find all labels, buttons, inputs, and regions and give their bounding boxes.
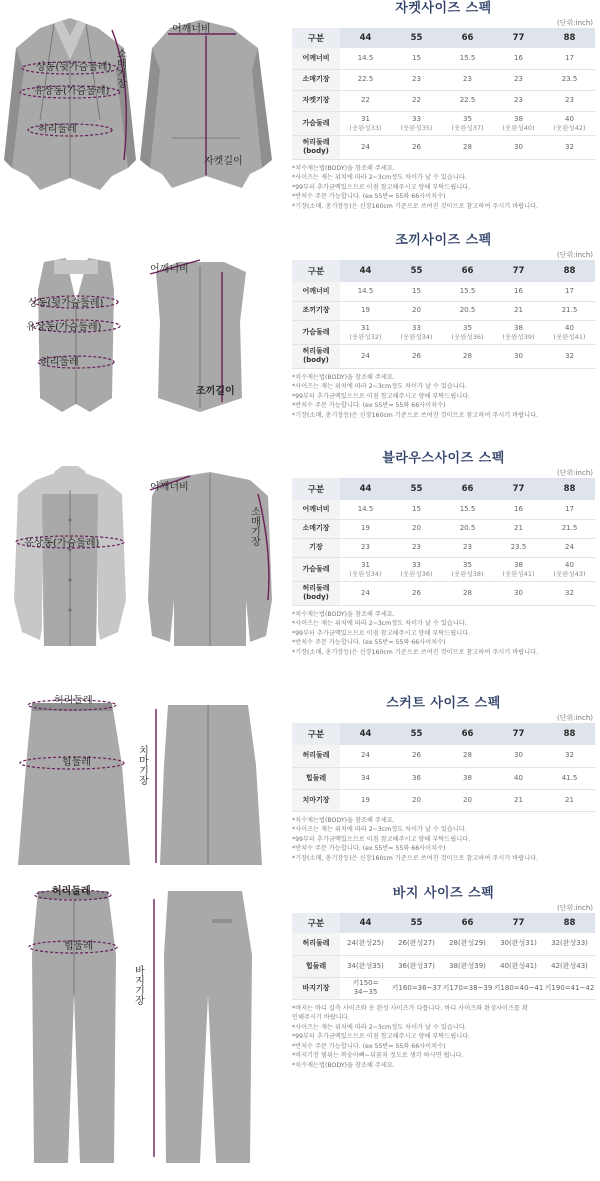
table-header-size: 55: [391, 723, 442, 745]
label-shoulder: 어깨너비: [172, 24, 211, 35]
note-line: *기장(소매, 총기장등)은 신장160cm 기준으로 쓰여진 것이므로 참고하여 주시기 바랍니다.: [292, 854, 539, 862]
vest-spec-title: 조끼사이즈 스펙: [395, 233, 492, 248]
note-line: *사이즈는 재는 위치에 따라 2~3cm정도 차이가 날 수 있습니다.: [292, 826, 467, 834]
size-cell: 23: [544, 90, 595, 111]
size-cell: 21.5: [544, 301, 595, 320]
table-header-size: 77: [493, 28, 544, 48]
table-header-size: 66: [442, 260, 493, 282]
note-line: *치수재는법(BODY)을 참조해 주세요.: [292, 816, 395, 824]
table-header-size: 44: [340, 260, 391, 282]
size-cell: 22: [340, 90, 391, 111]
table-header-size: 77: [493, 478, 544, 500]
size-cell: 34: [340, 767, 391, 789]
table-row: [292, 48, 595, 69]
label-pants-waist: 허리둘레: [52, 886, 91, 897]
table-row: [292, 500, 595, 519]
size-cell: 40 (웃완성43): [544, 557, 595, 581]
table-header-label: 구분: [292, 913, 340, 933]
size-cell: 42(완성43): [544, 955, 595, 977]
label-blouse-chest: 유상동(가슴둘레): [24, 538, 100, 549]
note-line: 인해주시기 바랍니다.: [292, 1014, 350, 1022]
size-cell: 28(완성29): [442, 933, 493, 955]
skirt-unit: (단위:inch): [556, 714, 593, 722]
size-cell: 19: [340, 519, 391, 538]
blouse-spec-title: 블라우스사이즈 스펙: [382, 451, 505, 466]
size-cell: 35 (웃완성37): [442, 111, 493, 135]
table-row: [292, 933, 595, 955]
size-cell: 36(완성37): [391, 955, 442, 977]
label-sleeve: 소매기장: [114, 48, 126, 88]
jacket-size-table: [292, 28, 595, 160]
label-vest-back-chest: 상동(뒷가슴둘레): [28, 298, 104, 309]
size-cell: 23: [340, 538, 391, 557]
jacket-spec-title: 자켓사이즈 스펙: [395, 1, 492, 16]
label-skirt-hip: 힙둘레: [62, 757, 91, 768]
row-label: 허리둘레 (body): [292, 581, 340, 605]
pants-notes: [292, 1004, 595, 1071]
size-cell: 22.5: [340, 69, 391, 90]
size-cell: 35 (웃완성36): [442, 320, 493, 344]
size-cell: 24: [544, 538, 595, 557]
vest-size-table: [292, 260, 595, 369]
table-header-size: 66: [442, 28, 493, 48]
size-cell: 키170=38~39: [442, 977, 493, 999]
table-header-size: 44: [340, 478, 391, 500]
blouse-unit: (단위:inch): [556, 469, 593, 477]
note-line: *반치수 주문 가능합니다. (ex 55반= 55와 66사이치수): [292, 402, 446, 410]
table-header-size: 44: [340, 723, 391, 745]
size-cell: 15: [391, 48, 442, 69]
row-label: 가슴둘레: [292, 557, 340, 581]
note-line: *사이즈는 재는 위치에 따라 2~3cm정도 차이가 날 수 있습니다.: [292, 620, 467, 628]
size-cell: 28: [442, 581, 493, 605]
jacket-spec: [292, 0, 595, 211]
blouse-section: [0, 450, 600, 675]
size-cell: 32: [544, 344, 595, 368]
skirt-spec: [292, 695, 595, 863]
skirt-section: [0, 695, 600, 875]
size-cell: 35 (웃완성38): [442, 557, 493, 581]
label-vest-waist: 허리둘레: [40, 357, 79, 368]
note-line: *사이즈는 재는 위치에 따라 2~3cm정도 차이가 날 수 있습니다.: [292, 174, 467, 182]
size-cell: 키150= 34~35: [340, 977, 391, 999]
table-header-size: 55: [391, 913, 442, 933]
table-row: [292, 745, 595, 767]
row-label: 기장: [292, 538, 340, 557]
note-line: *기장(소매, 총기장등)은 신장160cm 기준으로 쓰여진 것이므로 참고하여 주시기 바랍니다.: [292, 411, 539, 419]
row-label: 힙둘레: [292, 955, 340, 977]
table-row: [292, 789, 595, 811]
note-line: *99부터 추가금액있으므로 이점 참고해주시고 양해 부탁드립니다.: [292, 629, 471, 637]
skirt-notes: [292, 816, 595, 864]
size-cell: 30: [493, 581, 544, 605]
note-line: *기장(소매, 총기장등)은 신장160cm 기준으로 쓰여진 것이므로 참고하여 주시기 바랍니다.: [292, 202, 539, 210]
size-cell: 21: [493, 301, 544, 320]
size-cell: 20.5: [442, 519, 493, 538]
note-line: *사이즈는 재는 위치에 따라 2~3cm정도 차이가 날 수 있습니다.: [292, 383, 467, 391]
table-header-label: 구분: [292, 28, 340, 48]
note-line: *바지는 바디 실측 사이즈와 옷 완성 사이즈가 다릅니다. 바디 사이즈와 완성사이즈를 확: [292, 1004, 528, 1012]
table-header-size: 77: [493, 723, 544, 745]
size-cell: 17: [544, 282, 595, 301]
pants-spec-title: 바지 사이즈 스펙: [392, 886, 495, 901]
size-cell: 23: [493, 69, 544, 90]
size-cell: 33 (웃완성36): [391, 557, 442, 581]
size-cell: 28: [442, 745, 493, 767]
label-skirt-waist: 허리둘레: [54, 695, 93, 706]
size-cell: 키180=40~41: [493, 977, 544, 999]
size-cell: 34(완성35): [340, 955, 391, 977]
size-cell: 22.5: [442, 90, 493, 111]
note-line: *치수재는법(BODY)을 참조해 주세요.: [292, 610, 395, 618]
label-blouse-sleeve: 소매기장: [248, 506, 260, 546]
row-label: 허리둘레 (body): [292, 135, 340, 159]
skirt-size-table: [292, 723, 595, 812]
label-pants-hip: 힙둘레: [64, 941, 93, 952]
row-label: 자켓기장: [292, 90, 340, 111]
blouse-size-table: [292, 478, 595, 606]
note-line: *반치수 주문 가능합니다. (ex 55반= 55와 66사이치수): [292, 845, 446, 853]
vest-section: [0, 232, 600, 442]
size-cell: 21: [544, 789, 595, 811]
row-label: 가슴둘레: [292, 320, 340, 344]
size-cell: 24: [340, 344, 391, 368]
note-line: *사이즈는 재는 위치에 따라 2~3cm정도 차이가 날 수 있습니다.: [292, 1023, 467, 1031]
table-row: [292, 977, 595, 999]
label-skirt-length: 치마기장: [136, 745, 148, 785]
size-cell: 키190=41~42: [544, 977, 595, 999]
note-line: *반치수 주문 가능합니다. (ex 55반= 55와 66사이치수): [292, 639, 446, 647]
size-cell: 23.5: [544, 69, 595, 90]
row-label: 치마기장: [292, 789, 340, 811]
size-cell: 38 (웃완성41): [493, 557, 544, 581]
table-row: [292, 301, 595, 320]
table-row: [292, 135, 595, 159]
label-chest: 유상동(가슴둘레): [34, 86, 110, 97]
size-cell: 23: [391, 69, 442, 90]
size-cell: 40 (웃완성42): [544, 111, 595, 135]
table-header-size: 44: [340, 913, 391, 933]
size-cell: 26(완성27): [391, 933, 442, 955]
size-cell: 30: [493, 344, 544, 368]
size-cell: 23: [493, 90, 544, 111]
table-row: [292, 955, 595, 977]
size-cell: 16: [493, 500, 544, 519]
table-row: [292, 344, 595, 368]
size-cell: 26: [391, 581, 442, 605]
blouse-notes: [292, 610, 595, 658]
table-header-size: 66: [442, 723, 493, 745]
note-line: *99부터 추가금액있으므로 이점 참고해주시고 양해 부탁드립니다.: [292, 183, 471, 191]
size-cell: 32: [544, 745, 595, 767]
size-cell: 31 (웃완성32): [340, 320, 391, 344]
blouse-spec: [292, 450, 595, 657]
table-header-size: 88: [544, 723, 595, 745]
size-cell: 30: [493, 135, 544, 159]
size-cell: 15.5: [442, 500, 493, 519]
pants-unit: (단위:inch): [556, 904, 593, 912]
table-header-size: 88: [544, 913, 595, 933]
note-line: *치수재는법(BODY)을 참조해 주세요.: [292, 1062, 395, 1070]
label-vest-chest: 유상동(가슴둘레): [26, 322, 102, 333]
size-cell: 21.5: [544, 519, 595, 538]
table-row: [292, 557, 595, 581]
size-cell: 40: [493, 767, 544, 789]
size-cell: 14.5: [340, 500, 391, 519]
size-cell: 32(완성33): [544, 933, 595, 955]
size-cell: 20.5: [442, 301, 493, 320]
note-line: *기장(소매, 총기장등)은 신장160cm 기준으로 쓰여진 것이므로 참고하여 주시기 바랍니다.: [292, 648, 539, 656]
size-cell: 17: [544, 48, 595, 69]
size-cell: 20: [391, 789, 442, 811]
note-line: *99부터 추가금액있으므로 이점 참고해주시고 양해 부탁드립니다.: [292, 835, 471, 843]
table-header-size: 88: [544, 28, 595, 48]
table-header-size: 55: [391, 28, 442, 48]
size-cell: 32: [544, 135, 595, 159]
size-cell: 22: [391, 90, 442, 111]
pants-size-table: [292, 913, 595, 1000]
table-header-size: 77: [493, 260, 544, 282]
table-row: [292, 538, 595, 557]
table-header-label: 구분: [292, 723, 340, 745]
table-header-size: 88: [544, 260, 595, 282]
table-row: [292, 519, 595, 538]
size-cell: 32: [544, 581, 595, 605]
size-cell: 38 (웃완성40): [493, 111, 544, 135]
label-blouse-shoulder: 어깨너비: [150, 482, 189, 493]
row-label: 소매기장: [292, 69, 340, 90]
jacket-section: [0, 0, 600, 215]
size-cell: 15: [391, 500, 442, 519]
table-row: [292, 69, 595, 90]
size-cell: 24: [340, 581, 391, 605]
pants-spec: [292, 885, 595, 1071]
note-line: *반치수 주문 가능합니다. (ex 55반= 55와 66사이치수): [292, 193, 446, 201]
label-jacket-length: 자켓길이: [204, 156, 243, 167]
label-vest-shoulder: 어깨너비: [150, 264, 189, 275]
size-cell: 31 (웃완성34): [340, 557, 391, 581]
size-cell: 19: [340, 301, 391, 320]
row-label: 소매기장: [292, 519, 340, 538]
size-cell: 40(완성41): [493, 955, 544, 977]
table-header-size: 77: [493, 913, 544, 933]
size-cell: 15: [391, 282, 442, 301]
size-cell: 15.5: [442, 48, 493, 69]
table-header-size: 55: [391, 478, 442, 500]
table-header-label: 구분: [292, 260, 340, 282]
table-row: [292, 111, 595, 135]
label-pants-length: 바지기장: [132, 965, 144, 1005]
note-line: *반치수 주문 가능합니다. (ex 55반= 55와 66사이치수): [292, 1042, 446, 1050]
row-label: 가슴둘레: [292, 111, 340, 135]
size-cell: 키160=36~37: [391, 977, 442, 999]
size-cell: 41.5: [544, 767, 595, 789]
label-vest-length: 조끼길이: [196, 386, 235, 397]
size-cell: 21: [493, 519, 544, 538]
size-cell: 30: [493, 745, 544, 767]
size-cell: 26: [391, 135, 442, 159]
table-header-size: 66: [442, 913, 493, 933]
vest-spec: [292, 232, 595, 420]
size-cell: 23: [442, 538, 493, 557]
vest-unit: (단위:inch): [556, 251, 593, 259]
note-line: *99부터 추가금액있으므로 이점 참고해주시고 양해 부탁드립니다.: [292, 392, 471, 400]
size-cell: 33 (웃완성34): [391, 320, 442, 344]
size-cell: 20: [391, 519, 442, 538]
size-cell: 16: [493, 48, 544, 69]
size-cell: 38 (웃완성39): [493, 320, 544, 344]
table-header-size: 44: [340, 28, 391, 48]
size-cell: 31 (웃완성33): [340, 111, 391, 135]
table-header-size: 55: [391, 260, 442, 282]
note-line: *치수재는법(BODY)을 참조해 주세요.: [292, 373, 395, 381]
table-row: [292, 581, 595, 605]
row-label: 어깨너비: [292, 500, 340, 519]
row-label: 어깨너비: [292, 282, 340, 301]
size-cell: 24(완성25): [340, 933, 391, 955]
size-cell: 26: [391, 344, 442, 368]
size-cell: 30(완성31): [493, 933, 544, 955]
size-cell: 38(완성39): [442, 955, 493, 977]
note-line: *바지기장 범위는 복숭아뼈~뒤꿈치 정도로 생각 하시면 됩니다.: [292, 1052, 464, 1060]
table-header-size: 88: [544, 478, 595, 500]
table-header-label: 구분: [292, 478, 340, 500]
label-waist: 허리둘레: [38, 124, 77, 135]
label-back-chest: 상동(뒷가슴둘레): [36, 62, 112, 73]
size-cell: 19: [340, 789, 391, 811]
size-cell: 36: [391, 767, 442, 789]
table-row: [292, 90, 595, 111]
size-cell: 14.5: [340, 282, 391, 301]
size-cell: 28: [442, 135, 493, 159]
table-row: [292, 767, 595, 789]
size-cell: 23: [442, 69, 493, 90]
note-line: *치수재는법(BODY)을 참조해 주세요.: [292, 164, 395, 172]
pants-section: [0, 885, 600, 1181]
size-cell: 26: [391, 745, 442, 767]
size-cell: 40 (웃완성41): [544, 320, 595, 344]
size-cell: 24: [340, 135, 391, 159]
skirt-spec-title: 스커트 사이즈 스펙: [386, 696, 501, 711]
row-label: 힙둘레: [292, 767, 340, 789]
row-label: 어깨너비: [292, 48, 340, 69]
size-cell: 20: [391, 301, 442, 320]
table-row: [292, 282, 595, 301]
row-label: 조끼기장: [292, 301, 340, 320]
size-cell: 33 (웃완성35): [391, 111, 442, 135]
note-line: *99부터 추가금액있으므로 이점 참고해주시고 양해 부탁드립니다.: [292, 1033, 471, 1041]
size-cell: 15.5: [442, 282, 493, 301]
size-cell: 21: [493, 789, 544, 811]
size-cell: 14.5: [340, 48, 391, 69]
row-label: 허리둘레: [292, 745, 340, 767]
row-label: 허리둘레: [292, 933, 340, 955]
row-label: 바지기장: [292, 977, 340, 999]
row-label: 허리둘레 (body): [292, 344, 340, 368]
size-cell: 23: [391, 538, 442, 557]
size-cell: 17: [544, 500, 595, 519]
jacket-notes: [292, 164, 595, 212]
table-row: [292, 320, 595, 344]
table-header-size: 66: [442, 478, 493, 500]
jacket-unit: (단위:inch): [556, 19, 593, 27]
vest-notes: [292, 373, 595, 421]
size-cell: 24: [340, 745, 391, 767]
size-cell: 20: [442, 789, 493, 811]
size-cell: 23.5: [493, 538, 544, 557]
size-cell: 28: [442, 344, 493, 368]
size-cell: 38: [442, 767, 493, 789]
size-cell: 16: [493, 282, 544, 301]
